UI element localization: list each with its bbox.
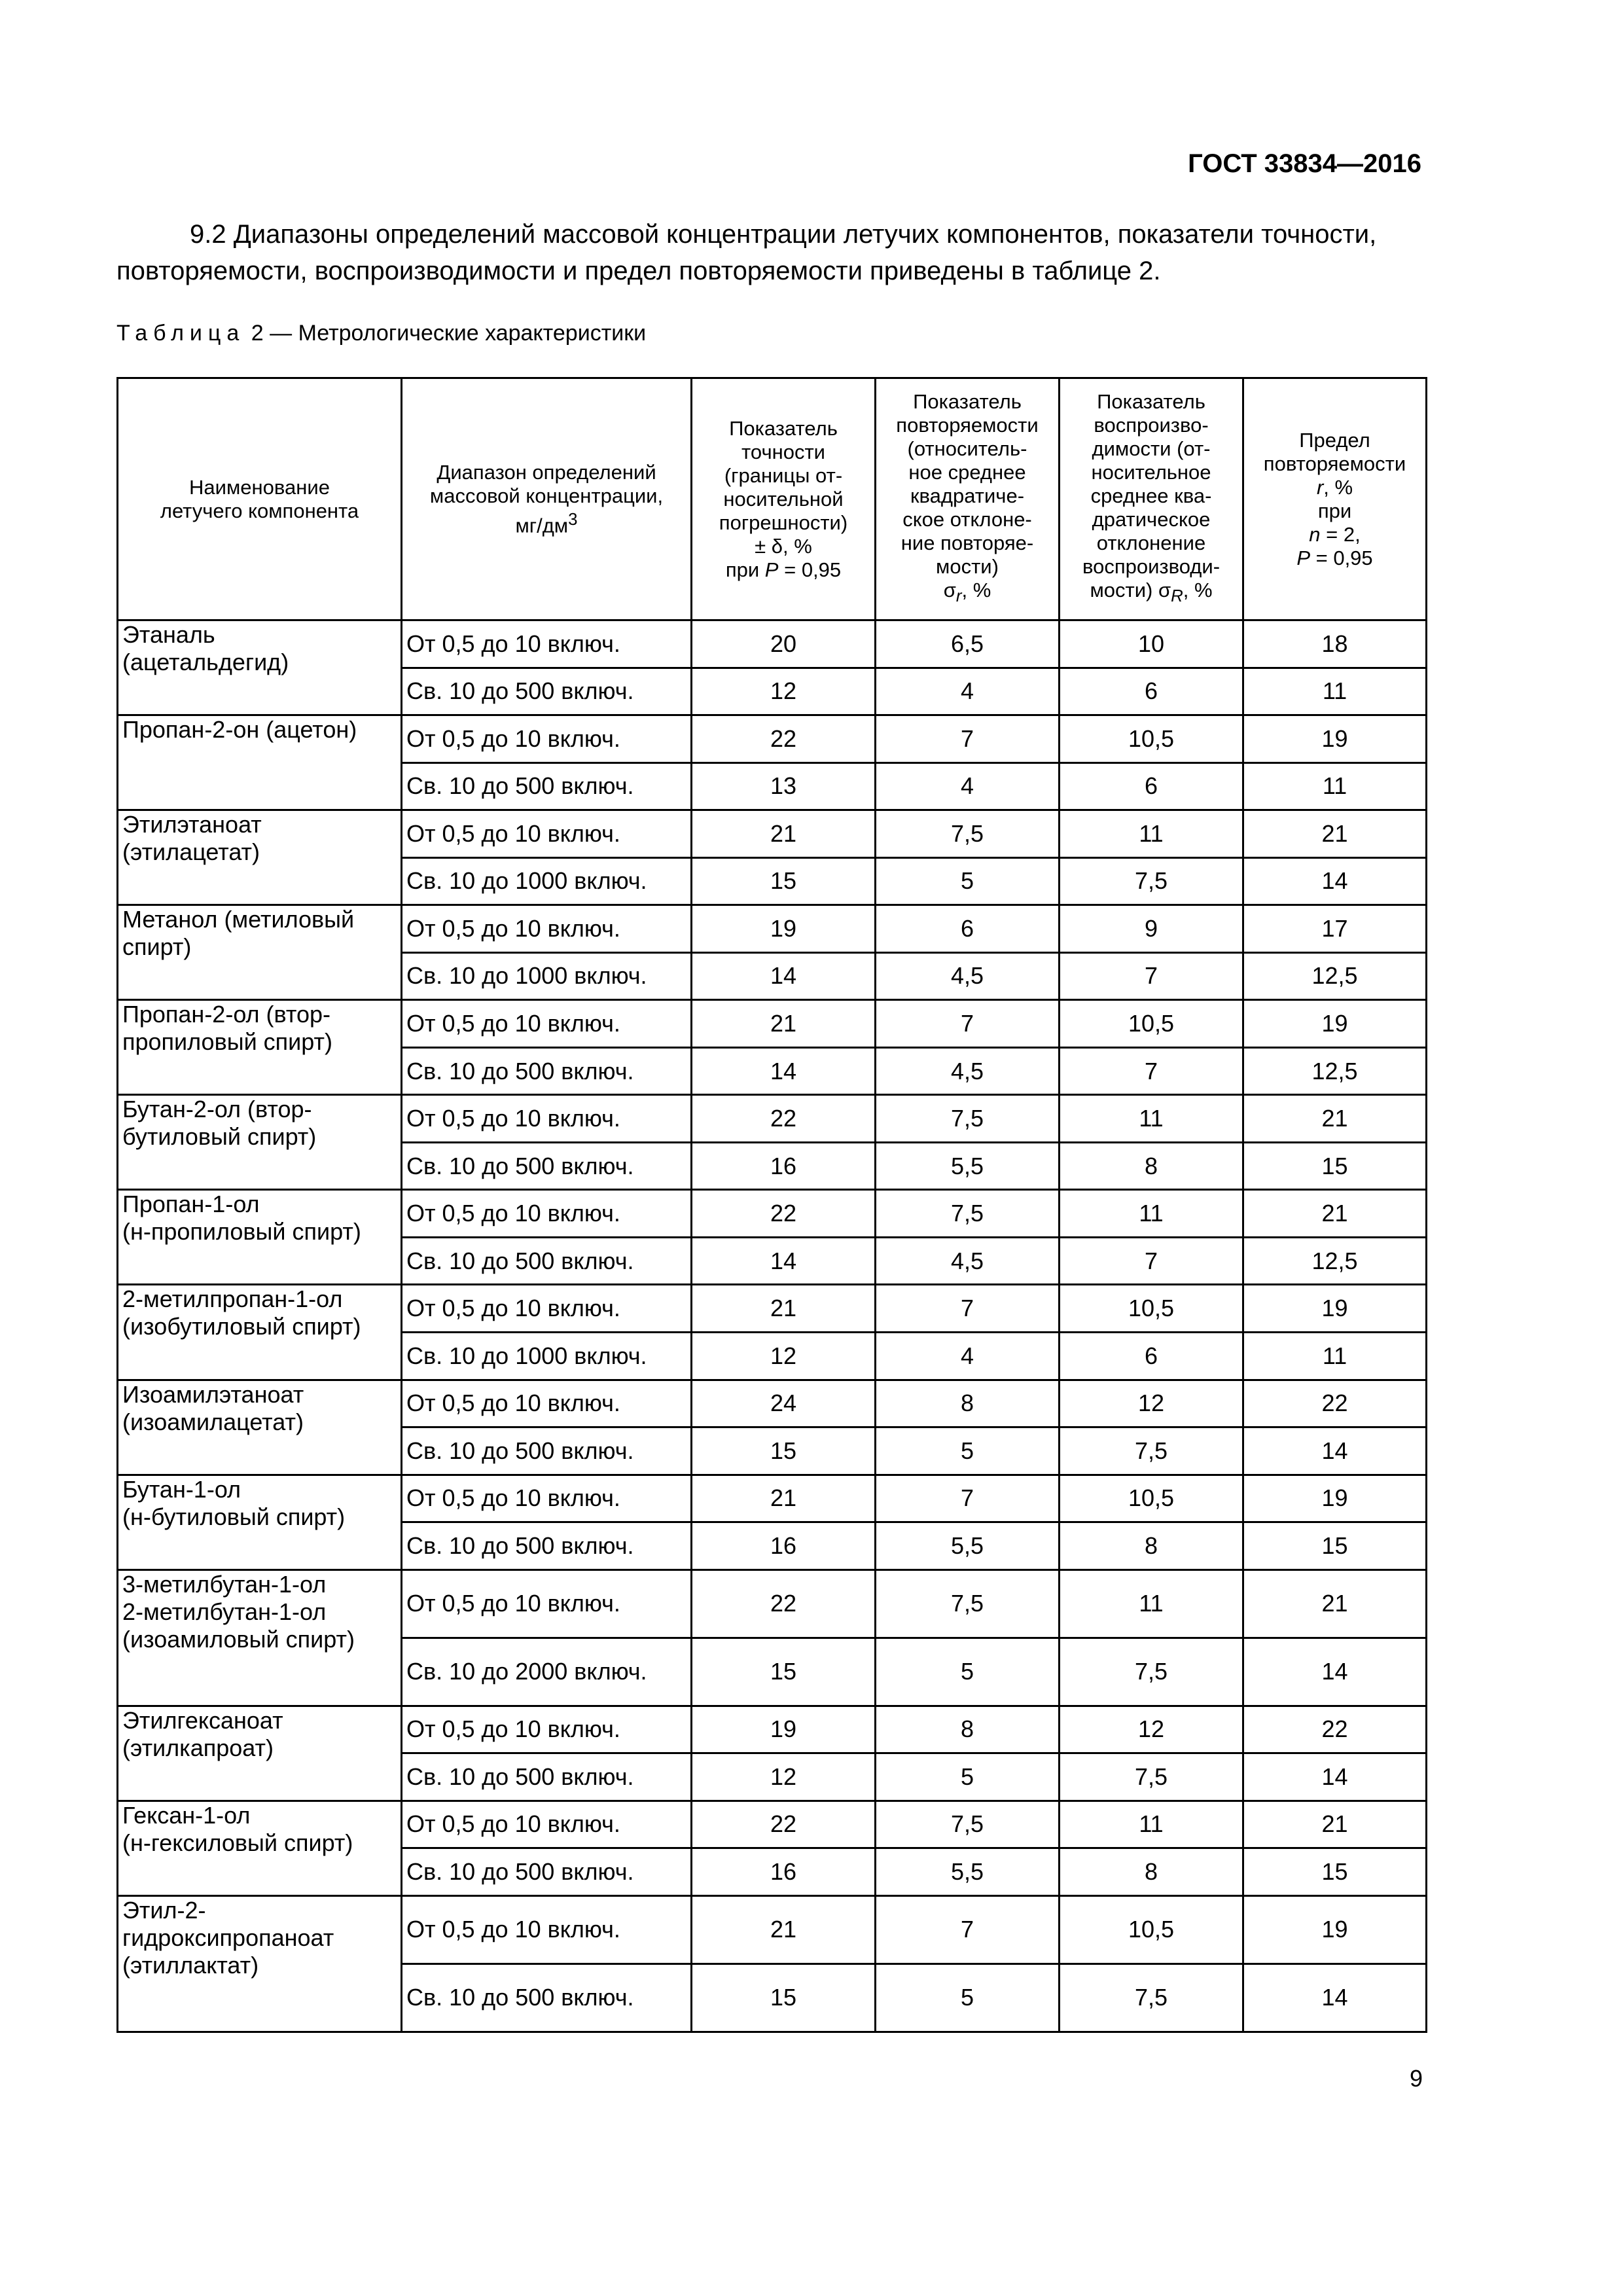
component-name-cell: Этил-2- гидроксипропаноат (этиллактат): [118, 1895, 402, 2032]
range-cell: Св. 10 до 500 включ.: [402, 1848, 692, 1896]
accuracy-cell: 22: [692, 1190, 876, 1238]
repeatability-cell: 4,5: [876, 1047, 1060, 1095]
limit-cell: 11: [1243, 668, 1427, 715]
accuracy-cell: 21: [692, 1895, 876, 1964]
table-row: [118, 1475, 1427, 1522]
repeatability-cell: 7: [876, 1000, 1060, 1048]
reproducibility-cell: 7,5: [1060, 1427, 1243, 1475]
range-cell: Св. 10 до 1000 включ.: [402, 1332, 692, 1380]
accuracy-cell: 12: [692, 1332, 876, 1380]
range-cell: Св. 10 до 500 включ.: [402, 1047, 692, 1095]
component-name-cell: Изоамилэтаноат (изоамилацетат): [118, 1380, 402, 1475]
range-cell: От 0,5 до 10 включ.: [402, 810, 692, 858]
reproducibility-cell: 11: [1060, 810, 1243, 858]
limit-cell: 21: [1243, 1801, 1427, 1848]
accuracy-cell: 22: [692, 1801, 876, 1848]
component-name-cell: 2-метилпропан-1-ол (изобутиловый спирт): [118, 1285, 402, 1380]
table-row: [118, 1706, 1427, 1753]
range-cell: От 0,5 до 10 включ.: [402, 1000, 692, 1048]
limit-cell: 12,5: [1243, 952, 1427, 1000]
reproducibility-cell: 10,5: [1060, 1000, 1243, 1048]
page-number: 9: [1409, 2065, 1423, 2092]
accuracy-cell: 22: [692, 1095, 876, 1143]
component-name-cell: Бутан-2-ол (втор- бутиловый спирт): [118, 1095, 402, 1190]
table-body: [118, 620, 1427, 2032]
reproducibility-cell: 7,5: [1060, 1964, 1243, 2032]
intro-text: 9.2 Диапазоны определений массовой концентрации летучих компонентов, показатели точности, повторяемости, воспроизводимости и предел повторяемости приведены в таблице 2.: [116, 220, 1377, 285]
repeatability-cell: 5,5: [876, 1522, 1060, 1570]
repeatability-cell: 7: [876, 1895, 1060, 1964]
accuracy-cell: 15: [692, 1427, 876, 1475]
component-name-cell: Пропан-2-ол (втор- пропиловый спирт): [118, 1000, 402, 1095]
repeatability-cell: 4,5: [876, 1237, 1060, 1285]
header-reproducibility: Показатель воспроизво- димости (от- носительное среднее ква- дратическое отклонение воспроизводи- мости) $\sigma_R$, %: [1060, 378, 1243, 620]
accuracy-cell: 14: [692, 952, 876, 1000]
repeatability-cell: 5: [876, 1964, 1060, 2032]
limit-cell: 15: [1243, 1142, 1427, 1190]
accuracy-cell: 16: [692, 1142, 876, 1190]
range-cell: Св. 10 до 500 включ.: [402, 1142, 692, 1190]
table-row: [118, 620, 1427, 668]
accuracy-cell: 22: [692, 715, 876, 763]
reproducibility-cell: 11: [1060, 1570, 1243, 1638]
accuracy-cell: 16: [692, 1848, 876, 1896]
reproducibility-cell: 12: [1060, 1380, 1243, 1427]
limit-cell: 15: [1243, 1522, 1427, 1570]
reproducibility-cell: 11: [1060, 1095, 1243, 1143]
repeatability-cell: 4: [876, 1332, 1060, 1380]
repeatability-cell: 8: [876, 1380, 1060, 1427]
repeatability-cell: 4: [876, 668, 1060, 715]
component-name-cell: Этилэтаноат (этилацетат): [118, 810, 402, 905]
repeatability-cell: 5: [876, 1638, 1060, 1706]
accuracy-cell: 14: [692, 1047, 876, 1095]
reproducibility-cell: 10,5: [1060, 1475, 1243, 1522]
accuracy-cell: 20: [692, 620, 876, 668]
limit-cell: 14: [1243, 1638, 1427, 1706]
repeatability-cell: 8: [876, 1706, 1060, 1753]
reproducibility-cell: 7,5: [1060, 857, 1243, 905]
limit-cell: 12,5: [1243, 1047, 1427, 1095]
limit-cell: 21: [1243, 1190, 1427, 1238]
range-cell: Св. 10 до 500 включ.: [402, 1237, 692, 1285]
limit-cell: 14: [1243, 1427, 1427, 1475]
repeatability-cell: 4: [876, 762, 1060, 810]
accuracy-cell: 15: [692, 1638, 876, 1706]
intro-paragraph: [116, 216, 1423, 289]
limit-cell: 18: [1243, 620, 1427, 668]
accuracy-cell: 22: [692, 1570, 876, 1638]
limit-cell: 21: [1243, 1570, 1427, 1638]
component-name-cell: Метанол (метиловый спирт): [118, 905, 402, 1000]
reproducibility-cell: 9: [1060, 905, 1243, 953]
reproducibility-cell: 10,5: [1060, 715, 1243, 763]
reproducibility-cell: 12: [1060, 1706, 1243, 1753]
reproducibility-cell: 7,5: [1060, 1638, 1243, 1706]
component-name-cell: Этаналь (ацетальдегид): [118, 620, 402, 715]
repeatability-cell: 7: [876, 1285, 1060, 1333]
header-repeatability: Показатель повторяемости (относитель- ное среднее квадратиче- ское отклоне- ние повторяе- мости) $\sigma_r$, %: [876, 378, 1060, 620]
reproducibility-cell: 7: [1060, 1237, 1243, 1285]
repeatability-cell: 7,5: [876, 1095, 1060, 1143]
range-cell: От 0,5 до 10 включ.: [402, 1095, 692, 1143]
limit-cell: 12,5: [1243, 1237, 1427, 1285]
range-cell: Св. 10 до 500 включ.: [402, 1753, 692, 1801]
limit-cell: 14: [1243, 1964, 1427, 2032]
accuracy-cell: 24: [692, 1380, 876, 1427]
repeatability-cell: 5: [876, 1753, 1060, 1801]
repeatability-cell: 5,5: [876, 1142, 1060, 1190]
accuracy-cell: 21: [692, 810, 876, 858]
reproducibility-cell: 11: [1060, 1190, 1243, 1238]
limit-cell: 11: [1243, 762, 1427, 810]
document-code: ГОСТ 33834—2016: [1188, 149, 1421, 178]
accuracy-cell: 19: [692, 905, 876, 953]
component-name-cell: Пропан-1-ол (н-пропиловый спирт): [118, 1190, 402, 1285]
range-cell: Св. 10 до 1000 включ.: [402, 857, 692, 905]
accuracy-cell: 21: [692, 1285, 876, 1333]
range-cell: От 0,5 до 10 включ.: [402, 620, 692, 668]
caption-number: 2: [251, 321, 264, 346]
range-cell: От 0,5 до 10 включ.: [402, 715, 692, 763]
reproducibility-cell: 7,5: [1060, 1753, 1243, 1801]
range-cell: Св. 10 до 500 включ.: [402, 762, 692, 810]
range-cell: Св. 10 до 500 включ.: [402, 1522, 692, 1570]
range-cell: Св. 10 до 1000 включ.: [402, 952, 692, 1000]
range-cell: Св. 10 до 500 включ.: [402, 668, 692, 715]
repeatability-cell: 7: [876, 715, 1060, 763]
table-row: [118, 1801, 1427, 1848]
repeatability-cell: 4,5: [876, 952, 1060, 1000]
header-range: Диапазон определений массовой концентрации, $мг/дм^3$: [402, 378, 692, 620]
table-row: [118, 810, 1427, 858]
component-name-cell: Этилгексаноат (этилкапроат): [118, 1706, 402, 1801]
range-cell: От 0,5 до 10 включ.: [402, 905, 692, 953]
accuracy-cell: 15: [692, 1964, 876, 2032]
caption-title: — Метрологические характеристики: [270, 321, 647, 346]
limit-cell: 22: [1243, 1380, 1427, 1427]
range-cell: От 0,5 до 10 включ.: [402, 1706, 692, 1753]
reproducibility-cell: 10,5: [1060, 1895, 1243, 1964]
reproducibility-cell: 8: [1060, 1848, 1243, 1896]
table-row: [118, 1570, 1427, 1638]
reproducibility-cell: 10: [1060, 620, 1243, 668]
table-row: [118, 1285, 1427, 1333]
range-cell: От 0,5 до 10 включ.: [402, 1570, 692, 1638]
repeatability-cell: 5: [876, 857, 1060, 905]
limit-cell: 19: [1243, 1285, 1427, 1333]
header-component-name: Наименование летучего компонента: [118, 378, 402, 620]
repeatability-cell: 7,5: [876, 1570, 1060, 1638]
range-cell: От 0,5 до 10 включ.: [402, 1895, 692, 1964]
caption-label: Таблица: [116, 321, 245, 346]
repeatability-cell: 7,5: [876, 1801, 1060, 1848]
accuracy-cell: 12: [692, 668, 876, 715]
range-cell: От 0,5 до 10 включ.: [402, 1285, 692, 1333]
accuracy-cell: 21: [692, 1475, 876, 1522]
limit-cell: 11: [1243, 1332, 1427, 1380]
limit-cell: 19: [1243, 1000, 1427, 1048]
limit-cell: 14: [1243, 857, 1427, 905]
component-name-cell: Гексан-1-ол (н-гексиловый спирт): [118, 1801, 402, 1895]
accuracy-cell: 12: [692, 1753, 876, 1801]
header-limit: Предел повторяемости r, % при n = 2, P = 0,95: [1243, 378, 1427, 620]
range-cell: От 0,5 до 10 включ.: [402, 1475, 692, 1522]
limit-cell: 15: [1243, 1848, 1427, 1896]
range-cell: Св. 10 до 2000 включ.: [402, 1638, 692, 1706]
accuracy-cell: 16: [692, 1522, 876, 1570]
accuracy-cell: 13: [692, 762, 876, 810]
table-row: [118, 715, 1427, 763]
repeatability-cell: 7,5: [876, 1190, 1060, 1238]
component-name-cell: 3-метилбутан-1-ол 2-метилбутан-1-ол (изоамиловый спирт): [118, 1570, 402, 1706]
accuracy-cell: 15: [692, 857, 876, 905]
range-cell: Св. 10 до 500 включ.: [402, 1964, 692, 2032]
metrological-table: [116, 377, 1427, 2033]
limit-cell: 21: [1243, 810, 1427, 858]
table-header-row: [118, 378, 1427, 620]
table-row: [118, 1095, 1427, 1143]
repeatability-cell: 6: [876, 905, 1060, 953]
table-caption: [116, 321, 646, 346]
table-row: [118, 1380, 1427, 1427]
reproducibility-cell: 10,5: [1060, 1285, 1243, 1333]
limit-cell: 14: [1243, 1753, 1427, 1801]
header-accuracy: Показатель точности (границы от- носительной погрешности) ± δ, % при P = 0,95: [692, 378, 876, 620]
range-cell: Св. 10 до 500 включ.: [402, 1427, 692, 1475]
limit-cell: 19: [1243, 1475, 1427, 1522]
reproducibility-cell: 6: [1060, 762, 1243, 810]
range-cell: От 0,5 до 10 включ.: [402, 1380, 692, 1427]
component-name-cell: Бутан-1-ол (н-бутиловый спирт): [118, 1475, 402, 1570]
reproducibility-cell: 6: [1060, 1332, 1243, 1380]
reproducibility-cell: 7: [1060, 1047, 1243, 1095]
repeatability-cell: 6,5: [876, 620, 1060, 668]
limit-cell: 22: [1243, 1706, 1427, 1753]
repeatability-cell: 5,5: [876, 1848, 1060, 1896]
range-cell: От 0,5 до 10 включ.: [402, 1190, 692, 1238]
table-row: [118, 905, 1427, 953]
table-row: [118, 1895, 1427, 1964]
limit-cell: 19: [1243, 1895, 1427, 1964]
accuracy-cell: 14: [692, 1237, 876, 1285]
repeatability-cell: 7,5: [876, 810, 1060, 858]
repeatability-cell: 7: [876, 1475, 1060, 1522]
table-row: [118, 1190, 1427, 1238]
limit-cell: 17: [1243, 905, 1427, 953]
repeatability-cell: 5: [876, 1427, 1060, 1475]
limit-cell: 19: [1243, 715, 1427, 763]
range-cell: От 0,5 до 10 включ.: [402, 1801, 692, 1848]
reproducibility-cell: 6: [1060, 668, 1243, 715]
accuracy-cell: 21: [692, 1000, 876, 1048]
reproducibility-cell: 8: [1060, 1142, 1243, 1190]
component-name-cell: Пропан-2-он (ацетон): [118, 715, 402, 810]
table-row: [118, 1000, 1427, 1048]
reproducibility-cell: 8: [1060, 1522, 1243, 1570]
reproducibility-cell: 7: [1060, 952, 1243, 1000]
accuracy-cell: 19: [692, 1706, 876, 1753]
limit-cell: 21: [1243, 1095, 1427, 1143]
reproducibility-cell: 11: [1060, 1801, 1243, 1848]
